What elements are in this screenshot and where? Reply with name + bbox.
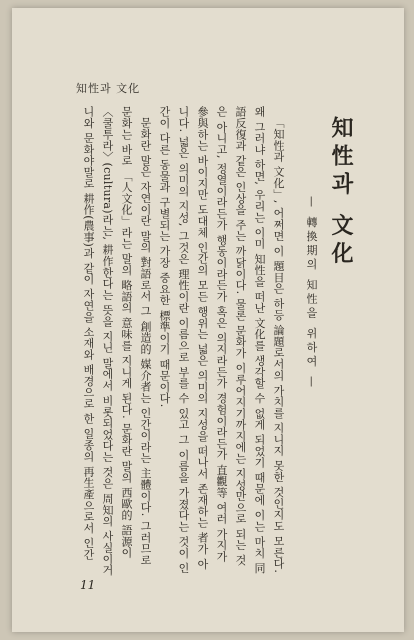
body-paragraph: 「知性과 文化」, 어쩌면 이 題目은 하등 論題로서의 가치를 지니지 못한 것인지도 모른다. 왜 그러냐 하면, 우리는 이미 知性을 떠난 文化를 생각할 수 없게 되었기 때문에 이는 마치 同語反復과 같은 인상을 주는 까닭이다. 물론 문화가 이루어지기까지에는 지성만으로 되는 것은 아니고, 정열이라든가 행동이라든가 혹은 의지라든가 경험이라든가 直觀等 여러 가지가 參與하는 바이지만 도대체 인간의 모든 행위는 넓은 의미의 지성을 떠나서 존재하는 者가 아니다. 넓은 의미의 지성, 그것은 理性이란 이름으로 부를 수 있고 그 이름을 가졌다는 것이 인간이 다른 동물과 구별되는 가장 중요한 標準이기 때문이다. bbox=[158, 106, 285, 574]
page-number: 11 bbox=[80, 578, 96, 592]
body-text bbox=[78, 106, 288, 576]
body-paragraph: 문화란 말은 자연이란 말의 對語로서 그 創造的 媒介者는 인간이라는 主體이다. 그러므로 문화는 바로 「人文化」라는 말의 略語의 意味를 지니게 된다. 문화란 말의 西歐的 語源이 〈쿨투라〉(cultura)라는, 耕作한다는 뜻을 지닌 말에서 비롯되었다는 것은 周知의 사실이거니와 문화야말로 耕作(農事)과 같이 자연을 소재와 배경으로 한 일종의 再生產으로서 인간 bbox=[82, 106, 152, 576]
running-head: 知性과 文化 bbox=[76, 82, 141, 95]
article-title: 知性과 文化 bbox=[328, 116, 354, 270]
book-page bbox=[12, 8, 404, 632]
article-subtitle: — 轉換期의 知性을 위하여 — bbox=[305, 196, 318, 390]
